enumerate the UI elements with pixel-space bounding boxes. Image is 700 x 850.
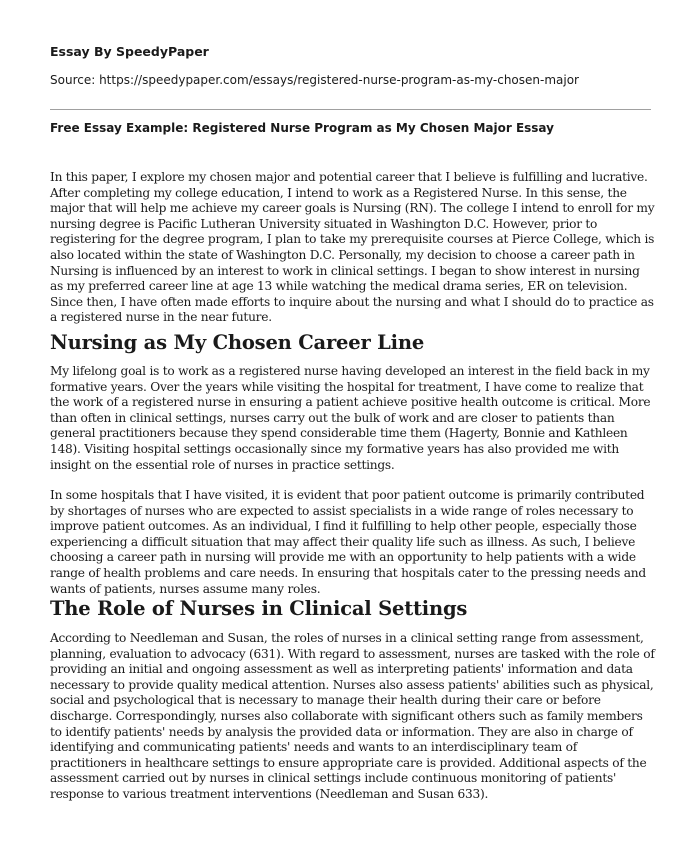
paragraph-career-goal: My lifelong goal is to work as a registered nurse having developed an interest in the field back in my formative years. Over the years while visiting the hospital for treatment, I have come to realize that the work of a registered nurse in ensuring a patient achieve positive health outcome is critical. More than often in clinical settings, nurses carry out the bulk of work and are closer to patients than general practitioners because they spend considerable time them (Hagerty, Bonnie and Kathleen 148). Visiting hospital settings occasionally since my formative years has also provided me with insight on the essential role of nurses in practice settings.	[50, 364, 651, 472]
essay-title: Free Essay Example: Registered Nurse Program as My Chosen Major Essay	[50, 121, 554, 135]
paragraph-nurse-roles: According to Needleman and Susan, the roles of nurses in a clinical setting range from assessment, planning, evaluation to advocacy (631). With regard to assessment, nurses are tasked with the role of providing an initial and ongoing assessment as well as interpreting patients' information and data necessary to provide quality medical attention. Nurses also assess patients' abilities such as physical, social and psychological that is necessary to manage their health during their care or before discharge. Correspondingly, nurses also collaborate with significant others such as family members to identify patients' needs by analysis the provided data or information. They are also in charge of identifying and communicating patients' needs and wants to an interdisciplinary team of practitioners in healthcare settings to ensure appropriate care is provided. Additional aspects of the assessment carried out by nurses in clinical settings include continuous monitoring of patients' response to various treatment interventions (Needleman and Susan 633).	[50, 631, 655, 801]
intro-paragraph: In this paper, I explore my chosen major and potential career that I believe is fulfilling and lucrative. After completing my college education, I intend to work as a Registered Nurse. In this sense, the major that will help me achieve my career goals is Nursing (RN). The college I intend to enroll for my nursing degree is Pacific Lutheran University situated in Washington D.C. However, prior to registering for the degree program, I plan to take my prerequisite courses at Pierce College, which is also located within the state of Washington D.C. Personally, my decision to choose a career path in Nursing is influenced by an interest to work in clinical settings. I began to show interest in nursing as my preferred career line at age 13 while watching the medical drama series, ER on television. Since then, I have often made efforts to inquire about the nursing and what I should do to practice as a registered nurse in the near future.	[50, 170, 655, 325]
essay-author-line: Essay By SpeedyPaper	[50, 44, 209, 59]
source-line: Source: https://speedypaper.com/essays/registered-nurse-program-as-my-chosen-major	[50, 73, 579, 87]
paragraph-nurse-shortage: In some hospitals that I have visited, it is evident that poor patient outcome is primarily contributed by shortages of nurses who are expected to assist specialists in a wide range of roles necessary to improve patient outcomes. As an individual, I find it fulfilling to help other people, especially those experiencing a difficult situation that may affect their quality life such as illness. As such, I believe choosing a career path in nursing will provide me with an opportunity to help patients with a wide range of health problems and care needs. In ensuring that hospitals cater to the pressing needs and wants of patients, nurses assume many roles.	[50, 488, 646, 596]
section-heading-nurse-roles: The Role of Nurses in Clinical Settings	[50, 597, 468, 620]
section-heading-career-line: Nursing as My Chosen Career Line	[50, 331, 425, 354]
header-divider	[50, 109, 651, 110]
